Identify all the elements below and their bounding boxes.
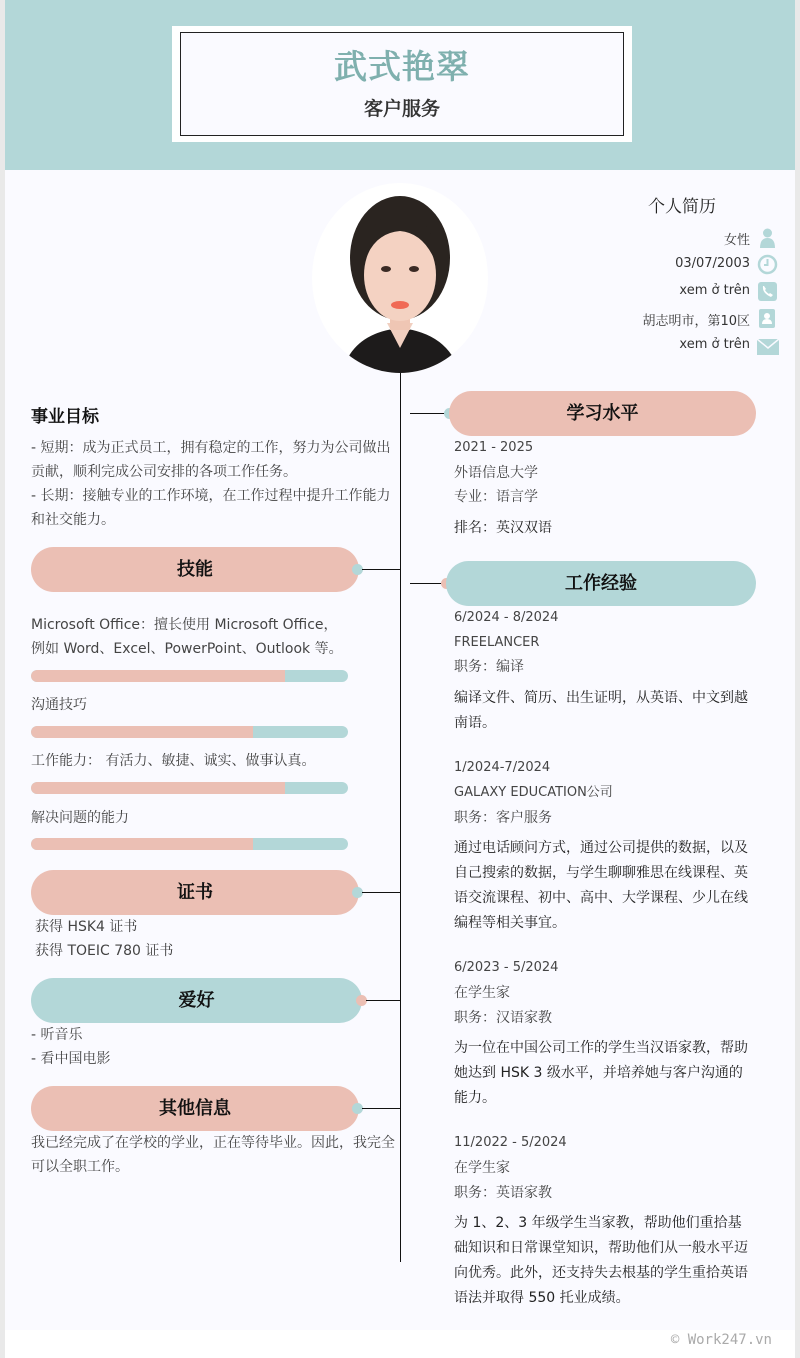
job-company: FREELANCER xyxy=(454,635,540,650)
clock-icon xyxy=(757,254,778,275)
skill-bar-fill xyxy=(31,670,285,682)
education-school: 外语信息大学 xyxy=(454,465,538,481)
job-description: 为 1、2、3 年级学生当家教，帮助他们重拾基础知识和日常课堂知识，帮助他们从一般水平迈向优秀。此外，还支持失去根基的学生重拾英语语法并取得 550 托业成绩。 xyxy=(454,1215,748,1306)
job-company: 在学生家 xyxy=(454,985,510,1001)
skill-bar-fill xyxy=(31,782,285,794)
objective-short-term: - 短期：成为正式员工，拥有稳定的工作，努力为公司做出贡献，顺利完成公司安排的各项工作任务。 xyxy=(31,440,391,480)
skill-label: 沟通技巧 xyxy=(31,697,87,713)
phone-value: xem ở trên xyxy=(679,283,750,298)
email-value: xem ở trên xyxy=(679,337,750,352)
job-description: 编译文件、简历、出生证明，从英语、中文到越南语。 xyxy=(454,690,748,731)
hobbies-section-header: 爱好 xyxy=(31,978,362,1023)
gender-value: 女性 xyxy=(723,233,750,248)
certificate-item: 获得 HSK4 证书 xyxy=(35,919,138,935)
certificate-item: 获得 TOEIC 780 证书 xyxy=(35,943,174,959)
birthdate-value: 03/07/2003 xyxy=(675,256,750,271)
other-info-section-header: 其他信息 xyxy=(31,1086,359,1131)
personal-info-title: 个人简历 xyxy=(648,197,716,217)
watermark: © Work247.vn xyxy=(670,1332,772,1348)
name-box xyxy=(172,26,632,142)
address-value: 胡志明市，第10区 xyxy=(642,314,750,329)
phone-icon xyxy=(757,281,778,302)
timeline-connector xyxy=(366,1000,400,1001)
envelope-icon xyxy=(757,336,779,357)
job-period: 6/2023 - 5/2024 xyxy=(454,960,559,975)
job-period: 1/2024-7/2024 xyxy=(454,760,551,775)
job-company: GALAXY EDUCATION公司 xyxy=(454,785,613,800)
objective-long-term: - 长期：接触专业的工作环境，在工作过程中提升工作能力和社交能力。 xyxy=(31,488,391,528)
skill-bar-fill xyxy=(31,838,253,850)
job-period: 6/2024 - 8/2024 xyxy=(454,610,559,625)
experience-section-header: 工作经验 xyxy=(446,561,756,606)
certificates-section-header: 证书 xyxy=(31,870,359,915)
education-period: 2021 - 2025 xyxy=(454,440,534,455)
job-role: 职务：客户服务 xyxy=(454,810,552,826)
job-description: 为一位在中国公司工作的学生当汉语家教，帮助她达到 HSK 3 级水平，并培养她与客户沟通的能力。 xyxy=(454,1040,748,1106)
skill-bar-communication xyxy=(31,726,348,738)
education-major: 专业：语言学 xyxy=(454,489,538,505)
skills-section-header: 技能 xyxy=(31,547,359,592)
hobby-item: - 听音乐 xyxy=(31,1027,83,1043)
job-period: 11/2022 - 5/2024 xyxy=(454,1135,567,1150)
job-company: 在学生家 xyxy=(454,1160,510,1176)
education-rank: 排名：英汉双语 xyxy=(454,520,552,536)
timeline-connector xyxy=(410,413,446,414)
skill-bar-fill xyxy=(31,726,253,738)
timeline-connector xyxy=(362,1108,400,1109)
candidate-name: 武式艳翠 xyxy=(334,47,470,86)
other-info-text: 我已经完成了在学校的学业，正在等待毕业。因此，我完全可以全职工作。 xyxy=(31,1135,395,1175)
hobby-item: - 看中国电影 xyxy=(31,1051,111,1067)
profile-photo xyxy=(312,183,488,373)
timeline-connector xyxy=(362,892,400,893)
job-role: 职务：汉语家教 xyxy=(454,1010,552,1026)
skill-bar-microsoft-office xyxy=(31,670,348,682)
job-role: 职务：英语家教 xyxy=(454,1185,552,1201)
timeline-connector xyxy=(410,583,444,584)
timeline-connector xyxy=(362,569,400,570)
skill-bar-work-ability xyxy=(31,782,348,794)
skill-label: Microsoft Office：擅长使用 Microsoft Office，例如 Word、Excel、PowerPoint、Outlook 等。 xyxy=(31,617,343,657)
skill-label: 解决问题的能力 xyxy=(31,810,129,826)
skill-bar-problem-solving xyxy=(31,838,348,850)
education-section-header: 学习水平 xyxy=(449,391,756,436)
user-icon xyxy=(757,227,778,248)
job-title: 客户服务 xyxy=(363,98,440,120)
objective-title: 事业目标 xyxy=(31,407,99,427)
job-description: 通过电话顾问方式，通过公司提供的数据，以及自己搜索的数据，与学生聊聊雅思在线课程、英语交流课程、初中、高中、大学课程、少儿在线编程等相关事宜。 xyxy=(454,840,748,931)
job-role: 职务：编译 xyxy=(454,659,524,675)
skill-label: 工作能力： 有活力、敏捷、诚实、做事认真。 xyxy=(31,753,316,769)
address-book-icon xyxy=(757,308,778,329)
